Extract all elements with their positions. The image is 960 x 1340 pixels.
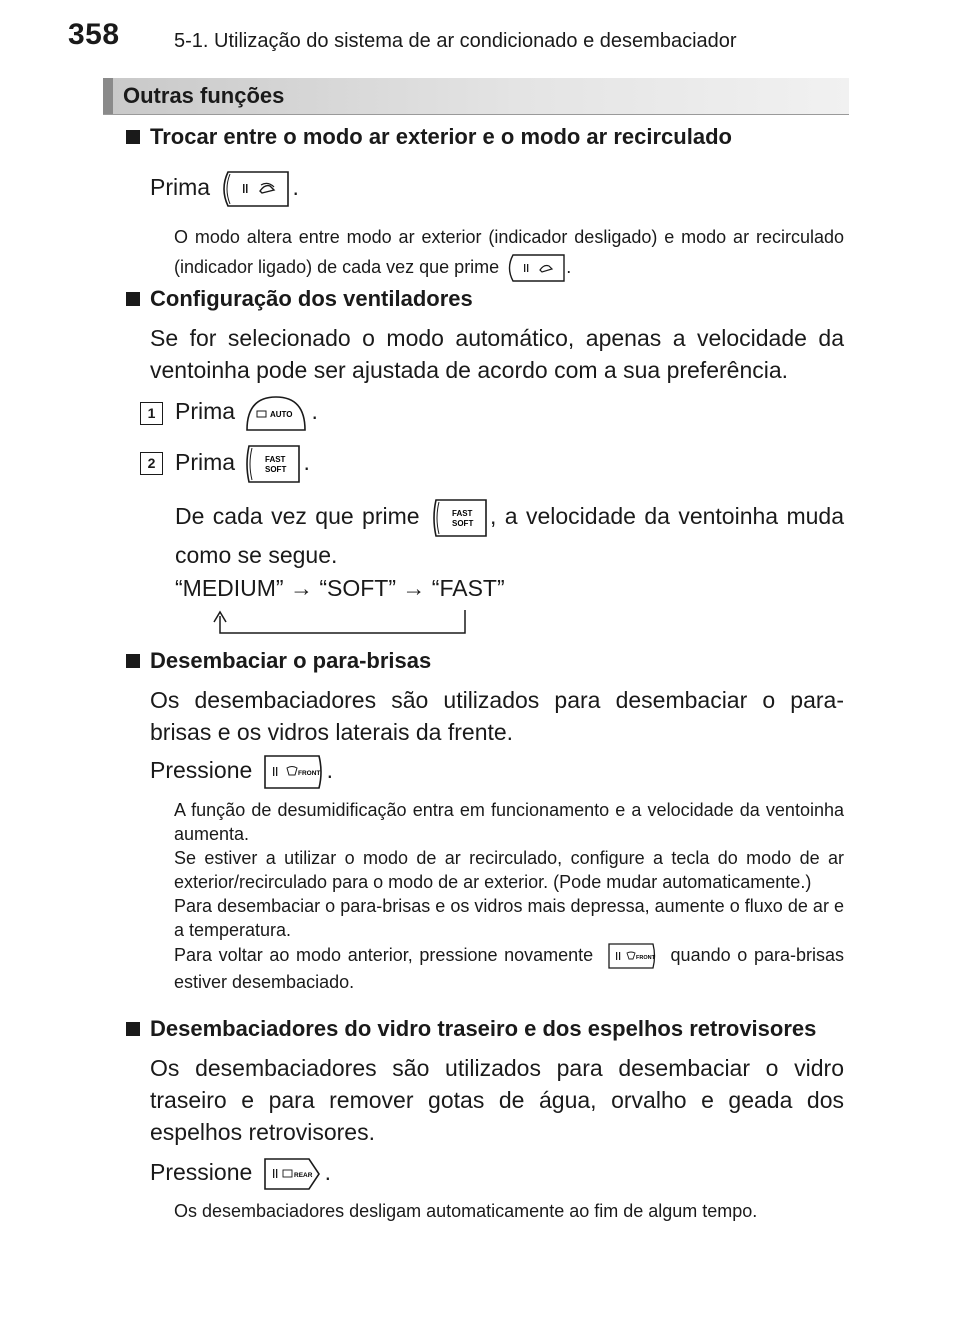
fans-block [126,284,844,386]
windshield-intro: Os desembaciadores são utilizados para desembaciar o para-brisas e os vidros laterais da frente. [150,687,844,745]
step-number-2: 2 [140,452,163,475]
recirc-note-text: O modo altera entre modo ar exterior (indicador desligado) e modo ar recirculado (indicador ligado) de cada vez que prime [174,227,844,277]
section-title: Outras funções [123,83,285,108]
windshield-heading-text: Desembaciar o para-brisas [150,648,432,673]
windshield-heading [126,646,844,676]
step-number-1: 1 [140,402,163,425]
fast-label: FAST [451,509,473,518]
recirc-block [126,122,844,283]
windshield-block [126,646,844,994]
recirc-heading-text: Trocar entre o modo ar exterior e o modo ar recirculado [150,124,732,149]
windshield-note-4 [174,942,844,994]
rear-intro: Os desembaciadores são utilizados para desembaciar o vidro traseiro e para remover gotas de água, orvalho e geada dos espelhos retrovisores. [150,1055,844,1145]
fans-desc [175,498,844,572]
bullet-square [126,292,140,306]
recirc-button[interactable] [218,170,290,208]
section-bar [103,78,849,114]
front-label: FRONT [635,955,655,961]
rear-period: . [324,1159,332,1185]
windshield-note-2: Se estiver a utilizar o modo de ar recirculado, configure a tecla do modo de ar exterior/recirculado para o modo de ar exterior. (Pode mudar automaticamente.) [174,848,844,892]
soft-label: SOFT [451,519,474,528]
rear-heading-text: Desembaciadores do vidro traseiro e dos espelhos retrovisores [150,1016,817,1041]
auto-button[interactable] [243,394,309,432]
windshield-period: . [326,757,334,784]
windshield-note-1: A função de desumidificação entra em funcionamento e a velocidade da ventoinha aumenta. [174,800,844,844]
fans-heading [126,284,844,314]
rear-block [126,1014,844,1223]
fans-heading-text: Configuração dos ventiladores [150,286,473,311]
fans-step1-text: Prima [175,398,236,425]
fast-soft-button-inline[interactable] [430,498,488,538]
fans-desc-a: De cada vez que prime [175,503,420,530]
page-number: 358 [68,18,120,51]
fans-step2-period: . [303,449,310,476]
rear-label: REAR [293,1171,313,1179]
rear-press-line [126,1156,844,1191]
windshield-note-3: Para desembaciar o para-brisas e os vidros mais depressa, aumente o fluxo de ar e a temperatura. [174,896,844,940]
front-defog-button-inline[interactable] [606,942,658,970]
front-label: FRONT [297,770,321,777]
recirc-note-end: . [566,257,572,277]
fans-intro: Se for selecionado o modo automático, apenas a velocidade da ventoinha pode ser ajustada de acordo com a sua preferência. [150,325,844,383]
windshield-notes [126,798,844,994]
auto-button-label: AUTO [270,410,293,419]
recirc-period: . [292,174,299,201]
bullet-square [126,654,140,668]
bullet-square [126,130,140,144]
recirc-press-text: Prima [150,174,211,201]
windshield-press-text: Pressione [150,757,253,784]
fans-desc-b: , a velocidade da ventoinha muda como se segue. [175,503,845,568]
rear-note: Os desembaciadores desligam automaticamente ao fim de algum tempo. [174,1200,758,1221]
fan-sequence: “MEDIUM” → “SOFT” → “FAST” [175,575,505,601]
windshield-note-4b: quando o para-brisas estiver desembaciado. [174,944,844,992]
rear-heading [126,1014,844,1044]
rear-press-text: Pressione [150,1159,253,1185]
windshield-press-line [126,754,844,790]
fast-label: FAST [265,455,286,464]
rear-defog-button[interactable] [261,1157,323,1191]
recirc-button-inline[interactable] [504,253,566,283]
front-defog-button[interactable] [261,754,325,790]
recirc-note [126,222,844,283]
fans-step1 [175,394,318,432]
recirc-press-line [126,170,844,208]
fans-step2 [175,444,310,484]
soft-label: SOFT [265,465,287,474]
recirc-heading [126,122,844,152]
fans-step2-text: Prima [175,449,236,476]
section-rule [103,114,849,115]
chapter-title: 5-1. Utilização do sistema de ar condicionado e desembaciador [174,30,737,52]
fast-soft-button[interactable] [243,444,301,484]
windshield-note-4a: Para voltar ao modo anterior, pressione novamente [174,944,594,965]
fans-step1-period: . [311,398,318,425]
bullet-square [126,1022,140,1036]
